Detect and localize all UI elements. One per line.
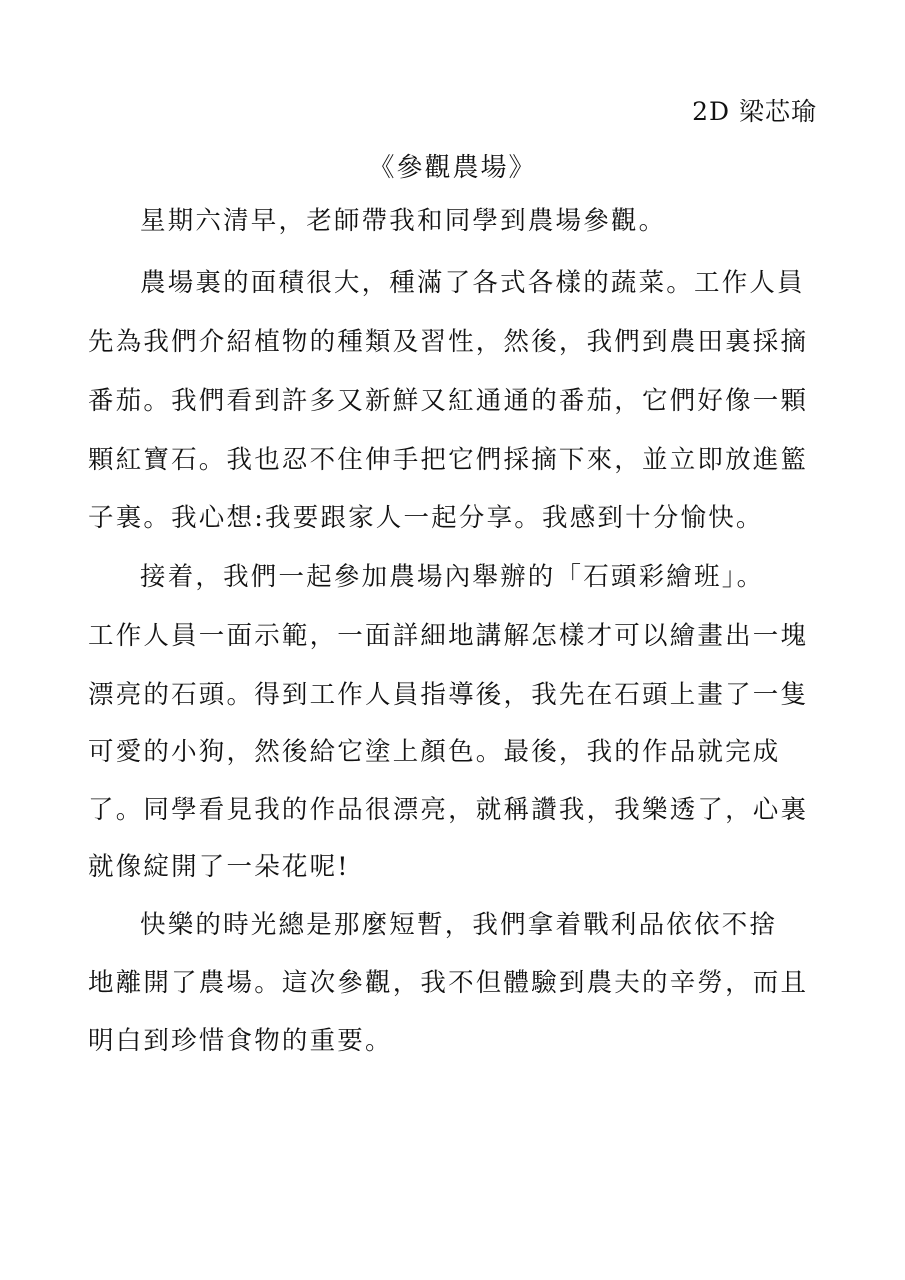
paragraph-line: 了。同學看見我的作品很漂亮，就稱讚我，我樂透了，心裏 (88, 795, 809, 825)
paragraph-line: 子裏。我心想:我要跟家人一起分享。我感到十分愉快。 (88, 503, 764, 533)
paragraph-line: 番茄。我們看到許多又新鮮又紅通通的番茄，它們好像一顆 (88, 386, 809, 416)
paragraph-line: 就像綻開了一朵花呢! (88, 852, 350, 882)
author-label: 2D 梁芯瑜 (692, 97, 817, 126)
paragraph-line: 可愛的小狗，然後給它塗上顏色。最後，我的作品就完成 (88, 737, 781, 767)
paragraph-line: 農場裏的面積很大，種滿了各式各樣的蔬菜。工作人員 (140, 268, 805, 298)
paragraph-line: 工作人員一面示範，一面詳細地講解怎樣才可以繪畫出一塊 (88, 621, 809, 651)
paragraph-line: 漂亮的石頭。得到工作人員指導後，我先在石頭上畫了一隻 (88, 680, 809, 710)
paragraph-line: 星期六清早，老師帶我和同學到農場參觀。 (140, 206, 667, 236)
paragraph-line: 明白到珍惜食物的重要。 (88, 1026, 393, 1056)
paragraph-line: 快樂的時光總是那麼短暫，我們拿着戰利品依依不捨 (140, 910, 778, 940)
essay-title: 《參觀農場》 (368, 153, 537, 183)
paragraph-line: 顆紅寶石。我也忍不住伸手把它們採摘下來，並立即放進籃 (88, 445, 809, 475)
paragraph-line: 接着，我們一起參加農場內舉辦的「石頭彩繪班」。 (140, 562, 765, 592)
paragraph-line: 先為我們介紹植物的種類及習性，然後，我們到農田裏採摘 (88, 327, 809, 357)
paragraph-line: 地離開了農場。這次參觀，我不但體驗到農夫的辛勞，而且 (88, 968, 809, 998)
